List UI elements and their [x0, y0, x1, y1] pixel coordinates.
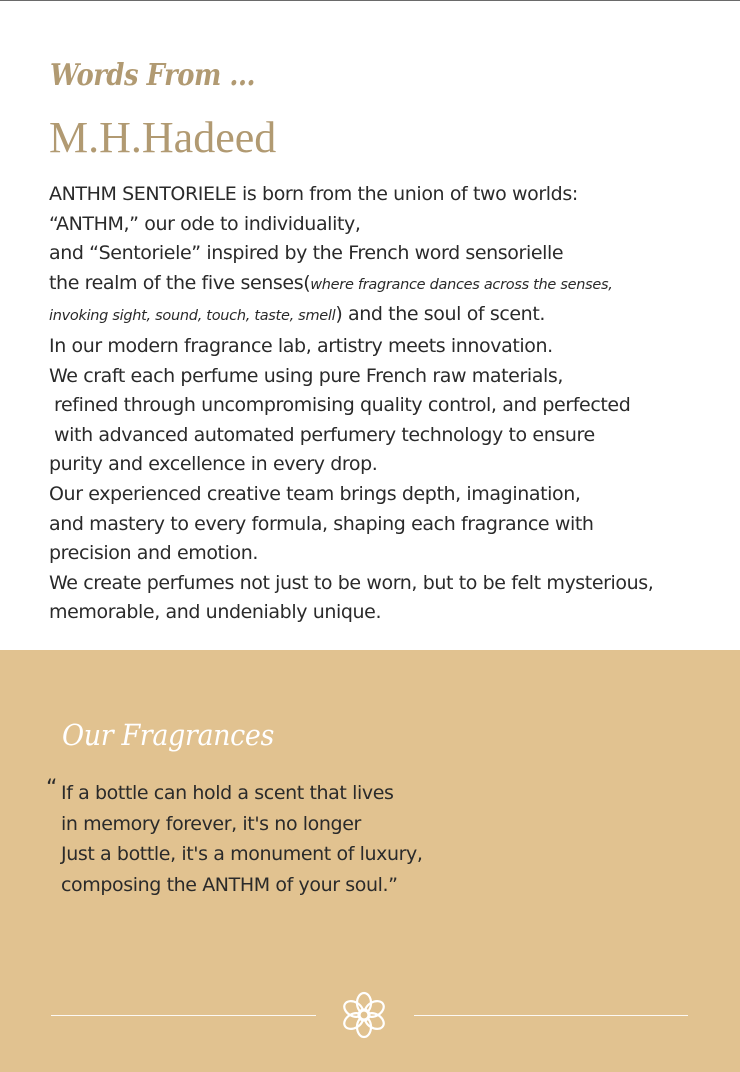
story-line: We create perfumes not just to be worn, but to be felt mysterious, [49, 571, 654, 594]
story-line: memorable, and undeniably unique. [49, 601, 382, 624]
fragrances-heading: Our Fragrances [62, 718, 274, 752]
story-line [49, 269, 729, 301]
fragrance-quote [61, 778, 621, 900]
quote-line: in memory forever, it's no longer [61, 812, 361, 835]
top-border [0, 0, 740, 1]
open-quote-mark: “ [46, 776, 58, 801]
story-line: and mastery to every formula, shaping each fragrance with [49, 512, 594, 535]
story-line: with advanced automated perfumery technology to ensure [54, 423, 595, 446]
author-name: M.H.Hadeed [49, 113, 277, 162]
story-line: “ANTHM,” our ode to individuality, [49, 212, 361, 235]
quote-line: If a bottle can hold a scent that lives [61, 782, 394, 804]
story-line: precision and emotion. [49, 542, 258, 565]
story-line: In our modern fragrance lab, artistry meets innovation. [49, 334, 553, 357]
story-text: and the soul of scent. [342, 303, 546, 326]
intro-heading: Words From ... [50, 58, 256, 93]
flower-icon [336, 990, 392, 1040]
story-italic-text: invoking sight, sound, touch, taste, smell [49, 308, 336, 325]
divider-line-left [51, 1015, 316, 1016]
our-fragrances-panel [0, 650, 740, 1072]
story-line: refined through uncompromising quality control, and perfected [54, 394, 631, 417]
story-line [49, 300, 729, 332]
story-line: ANTHM SENTORIELE is born from the union of two worlds: [49, 183, 578, 205]
story-text: the realm of the five senses( [49, 271, 311, 294]
story-line: and “Sentoriele” inspired by the French word sensorielle [49, 242, 564, 265]
story-italic-text: where fragrance dances across the senses, [310, 276, 613, 293]
story-paren: ) [335, 303, 343, 326]
story-line: purity and excellence in every drop. [49, 453, 378, 476]
brand-story [49, 180, 729, 628]
quote-line: Just a bottle, it's a monument of luxury, [61, 843, 423, 865]
divider-line-right [414, 1015, 688, 1016]
story-line: Our experienced creative team brings depth, imagination, [49, 482, 581, 505]
quote-line: composing the ANTHM of your soul.” [61, 873, 398, 896]
story-line: We craft each perfume using pure French raw materials, [49, 364, 563, 387]
